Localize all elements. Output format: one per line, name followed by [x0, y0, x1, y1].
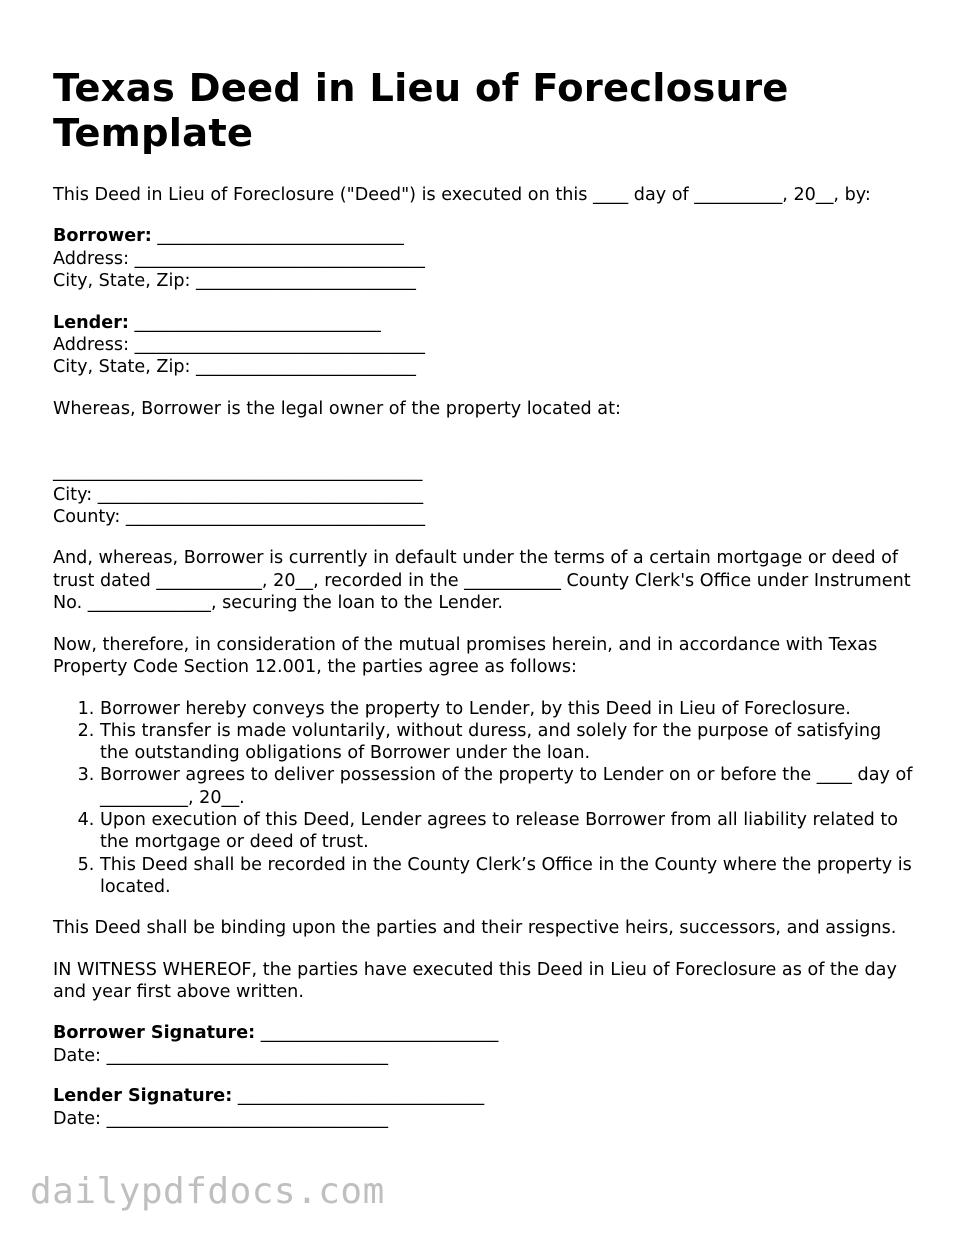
term-item: 1. Borrower hereby conveys the property to Lender, by this Deed in Lieu of Foreclosure.	[100, 698, 913, 720]
lender-name-blank: ____________________________	[128, 312, 381, 333]
borrower-name-blank: ____________________________	[151, 226, 404, 247]
term-item: 5. This Deed shall be recorded in the County Clerk’s Office in the County where the property is located.	[100, 854, 913, 899]
term-item: 4. Upon execution of this Deed, Lender agrees to release Borrower from all liability related to the mortgage or deed of trust.	[100, 809, 913, 854]
witness-paragraph: IN WITNESS WHEREOF, the parties have executed this Deed in Lieu of Foreclosure as of the day and year first above written.	[53, 959, 897, 1002]
terms-list	[53, 698, 913, 899]
lender-signature-date: Date: ________________________________	[53, 1108, 389, 1129]
lender-label: Lender:	[53, 312, 129, 333]
document-page	[53, 66, 913, 1148]
property-street-blank: __________________________________________	[53, 462, 423, 483]
whereas-owner-paragraph: Whereas, Borrower is the legal owner of the property located at:	[53, 398, 621, 419]
borrower-address-line: Address: _________________________________	[53, 248, 425, 269]
borrower-label: Borrower:	[53, 226, 152, 247]
property-county-line: County: __________________________________	[53, 507, 425, 528]
lender-block	[53, 312, 913, 379]
borrower-signature-label: Borrower Signature:	[53, 1023, 256, 1044]
lender-signature-line	[53, 1085, 913, 1107]
lender-address-line: Address: _________________________________	[53, 335, 425, 356]
property-block	[53, 461, 913, 528]
borrower-signature-block	[53, 1022, 913, 1067]
term-item: 2. This transfer is made voluntarily, without duress, and solely for the purpose of satisfying the outstanding obligations of Borrower under the loan.	[100, 720, 913, 765]
borrower-block	[53, 225, 913, 292]
term-item: 3. Borrower agrees to deliver possession of the property to Lender on or before the ____ day of __________, 20__.	[100, 764, 913, 809]
lender-signature-blank: ____________________________	[232, 1086, 485, 1107]
lender-signature-block	[53, 1085, 913, 1130]
property-city-line: City: _____________________________________	[53, 484, 424, 505]
whereas-default-paragraph: And, whereas, Borrower is currently in default under the terms of a certain mortgage or deed of trust dated ____________, 20__, recorded in the ___________ County Clerk's Office under Instrument No. ______________, securing the loan to the Lender.	[53, 548, 911, 614]
borrower-city-state-zip-line: City, State, Zip: _________________________	[53, 271, 416, 292]
borrower-signature-blank: ___________________________	[255, 1023, 499, 1044]
now-therefore-paragraph: Now, therefore, in consideration of the mutual promises herein, and in accordance with Texas Property Code Section 12.001, the parties agree as follows:	[53, 634, 878, 678]
lender-signature-label: Lender Signature:	[53, 1086, 233, 1107]
lender-city-state-zip-line: City, State, Zip: _________________________	[53, 357, 416, 378]
document-title: Texas Deed in Lieu of Foreclosure Template	[53, 66, 789, 156]
borrower-signature-line	[53, 1022, 913, 1044]
lender-name-line	[53, 312, 913, 334]
borrower-signature-date: Date: ________________________________	[53, 1045, 389, 1066]
binding-paragraph: This Deed shall be binding upon the parties and their respective heirs, successors, and assigns.	[53, 918, 897, 939]
borrower-name-line	[53, 225, 913, 247]
intro-paragraph: This Deed in Lieu of Foreclosure ("Deed") is executed on this ____ day of __________, 20__, by:	[53, 185, 871, 205]
watermark-text: dailypdfdocs.com	[30, 1171, 385, 1212]
